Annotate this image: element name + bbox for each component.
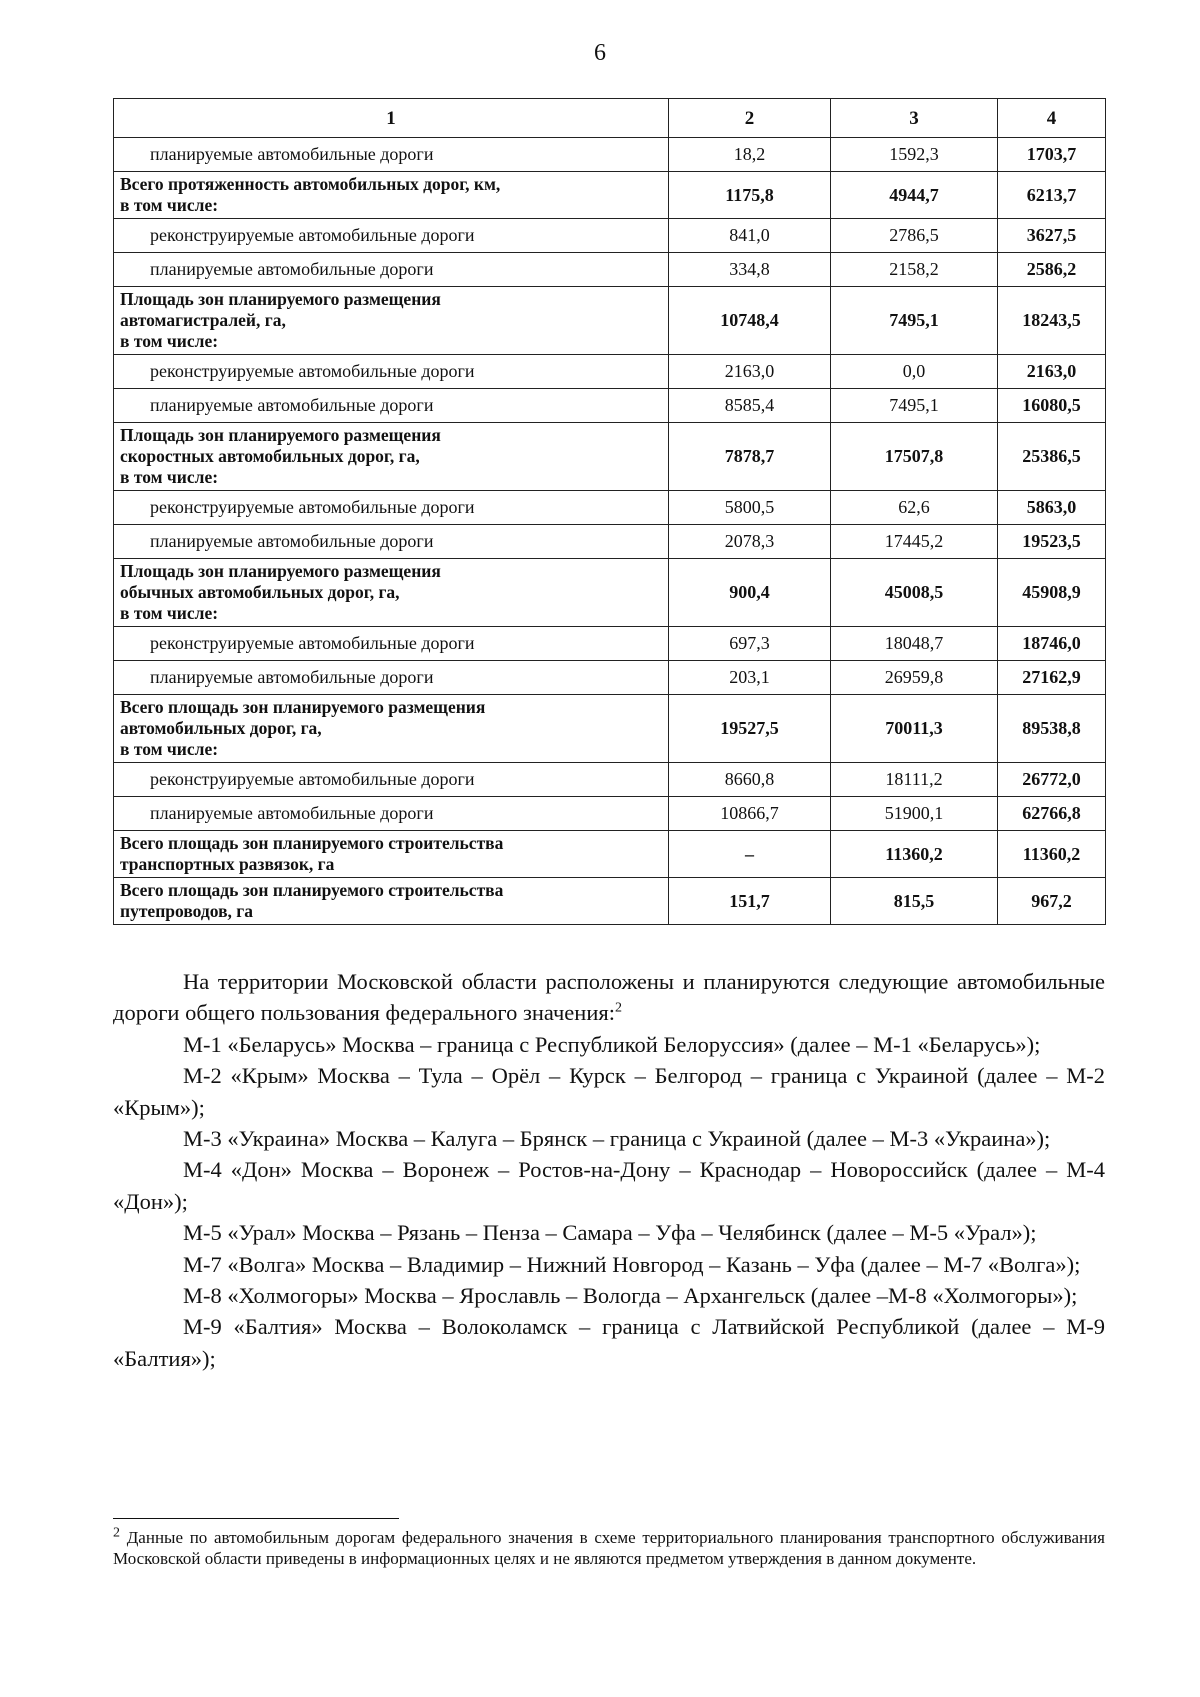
row-label: реконструируемые автомобильные дороги <box>114 763 669 797</box>
column-header: 3 <box>831 99 998 138</box>
cell-col4: 45908,9 <box>998 559 1106 627</box>
row-label: планируемые автомобильные дороги <box>114 138 669 172</box>
road-item: М-9 «Балтия» Москва – Волоколамск – граница с Латвийской Республикой (далее – М-9 «Балтия»); <box>113 1314 1105 1371</box>
cell-col4: 18243,5 <box>998 287 1106 355</box>
footnote-text: Данные по автомобильным дорогам федерального значения в схеме территориального планирования транспортного обслуживания Московской области приведены в информационных целях и не являются предметом утверждения в данном документе. <box>113 1528 1105 1568</box>
cell-col2: 8585,4 <box>669 389 831 423</box>
page-number: 6 <box>594 40 606 66</box>
cell-col3: 2158,2 <box>831 253 998 287</box>
cell-col3: 2786,5 <box>831 219 998 253</box>
road-item: М-2 «Крым» Москва – Тула – Орёл – Курск – Белгород – граница с Украиной (далее – М-2 «Крым»); <box>113 1063 1105 1120</box>
cell-col4: 26772,0 <box>998 763 1106 797</box>
cell-col2: 10866,7 <box>669 797 831 831</box>
row-label: планируемые автомобильные дороги <box>114 389 669 423</box>
road-item: М-5 «Урал» Москва – Рязань – Пенза – Самара – Уфа – Челябинск (далее – М-5 «Урал»); <box>183 1220 1037 1246</box>
row-label: реконструируемые автомобильные дороги <box>114 627 669 661</box>
cell-col3: 4944,7 <box>831 172 998 219</box>
cell-col4: 5863,0 <box>998 491 1106 525</box>
table-row <box>114 661 1106 695</box>
table-row <box>114 627 1106 661</box>
row-label: планируемые автомобильные дороги <box>114 525 669 559</box>
body-text <box>113 966 1105 1374</box>
cell-col2: 203,1 <box>669 661 831 695</box>
cell-col2: 2078,3 <box>669 525 831 559</box>
cell-col3: 17445,2 <box>831 525 998 559</box>
table-group-row <box>114 878 1106 925</box>
table-body <box>114 138 1106 925</box>
intro-paragraph <box>113 966 1105 1029</box>
table-group-row <box>114 423 1106 491</box>
footnote <box>113 1527 1105 1569</box>
cell-col3: 18048,7 <box>831 627 998 661</box>
cell-col2: 19527,5 <box>669 695 831 763</box>
table-group-row <box>114 559 1106 627</box>
table-row <box>114 763 1106 797</box>
cell-col2: 697,3 <box>669 627 831 661</box>
road-item: М-8 «Холмогоры» Москва – Ярославль – Вологда – Архангельск (далее –М-8 «Холмогоры»); <box>183 1283 1078 1309</box>
cell-col2: 841,0 <box>669 219 831 253</box>
cell-col4: 3627,5 <box>998 219 1106 253</box>
column-header: 1 <box>114 99 669 138</box>
table-group-row <box>114 287 1106 355</box>
cell-col3: 18111,2 <box>831 763 998 797</box>
row-label: Площадь зон планируемого размещения обычных автомобильных дорог, га, в том числе: <box>114 559 669 627</box>
cell-col3: 11360,2 <box>831 831 998 878</box>
column-header: 4 <box>998 99 1106 138</box>
cell-col3: 26959,8 <box>831 661 998 695</box>
cell-col3: 45008,5 <box>831 559 998 627</box>
row-label: реконструируемые автомобильные дороги <box>114 355 669 389</box>
row-label: планируемые автомобильные дороги <box>114 797 669 831</box>
table-row <box>114 491 1106 525</box>
cell-col2: 151,7 <box>669 878 831 925</box>
row-label: Всего протяженность автомобильных дорог, км, в том числе: <box>114 172 669 219</box>
road-item: М-7 «Волга» Москва – Владимир – Нижний Новгород – Казань – Уфа (далее – М-7 «Волга»); <box>183 1251 1081 1277</box>
cell-col2: 5800,5 <box>669 491 831 525</box>
footnote-marker: 2 <box>113 1525 120 1541</box>
cell-col4: 2163,0 <box>998 355 1106 389</box>
table-group-row <box>114 831 1106 878</box>
cell-col4: 2586,2 <box>998 253 1106 287</box>
cell-col4: 1703,7 <box>998 138 1106 172</box>
cell-col4: 18746,0 <box>998 627 1106 661</box>
cell-col2: 334,8 <box>669 253 831 287</box>
row-label: Площадь зон планируемого размещения автомагистралей, га, в том числе: <box>114 287 669 355</box>
row-label: планируемые автомобильные дороги <box>114 253 669 287</box>
table-group-row <box>114 172 1106 219</box>
row-label: реконструируемые автомобильные дороги <box>114 219 669 253</box>
cell-col2: 1175,8 <box>669 172 831 219</box>
data-table <box>113 98 1106 925</box>
cell-col4: 25386,5 <box>998 423 1106 491</box>
row-label: планируемые автомобильные дороги <box>114 661 669 695</box>
road-item: М-4 «Дон» Москва – Воронеж – Ростов-на-Дону – Краснодар – Новороссийск (далее – М-4 «Дон»); <box>113 1157 1105 1214</box>
cell-col3: 7495,1 <box>831 389 998 423</box>
cell-col4: 19523,5 <box>998 525 1106 559</box>
table-group-row <box>114 695 1106 763</box>
cell-col4: 967,2 <box>998 878 1106 925</box>
column-header: 2 <box>669 99 831 138</box>
road-item: М-1 «Беларусь» Москва – граница с Республикой Белоруссия» (далее – М-1 «Беларусь»); <box>183 1031 1041 1057</box>
table-row <box>114 138 1106 172</box>
cell-col2: 10748,4 <box>669 287 831 355</box>
cell-col2: 8660,8 <box>669 763 831 797</box>
footnote-ref: 2 <box>614 1000 622 1016</box>
footnote-divider <box>113 1518 399 1519</box>
cell-col3: 1592,3 <box>831 138 998 172</box>
row-label: Всего площадь зон планируемого строительства транспортных развязок, га <box>114 831 669 878</box>
cell-col2: 900,4 <box>669 559 831 627</box>
row-label: Площадь зон планируемого размещения скоростных автомобильных дорог, га, в том числе: <box>114 423 669 491</box>
cell-col3: 0,0 <box>831 355 998 389</box>
table-row <box>114 525 1106 559</box>
cell-col3: 17507,8 <box>831 423 998 491</box>
cell-col3: 7495,1 <box>831 287 998 355</box>
road-item: М-3 «Украина» Москва – Калуга – Брянск – граница с Украиной (далее – М-3 «Украина»); <box>183 1126 1051 1152</box>
table-row <box>114 355 1106 389</box>
cell-col2: – <box>669 831 831 878</box>
cell-col4: 11360,2 <box>998 831 1106 878</box>
table-row <box>114 219 1106 253</box>
cell-col4: 16080,5 <box>998 389 1106 423</box>
cell-col2: 2163,0 <box>669 355 831 389</box>
table-row <box>114 797 1106 831</box>
cell-col3: 815,5 <box>831 878 998 925</box>
cell-col4: 27162,9 <box>998 661 1106 695</box>
table-header-row <box>114 99 1106 138</box>
cell-col3: 70011,3 <box>831 695 998 763</box>
row-label: Всего площадь зон планируемого строительства путепроводов, га <box>114 878 669 925</box>
cell-col2: 18,2 <box>669 138 831 172</box>
cell-col3: 62,6 <box>831 491 998 525</box>
row-label: Всего площадь зон планируемого размещения автомобильных дорог, га, в том числе: <box>114 695 669 763</box>
intro-text: На территории Московской области расположены и планируются следующие автомобильные дороги общего пользования федерального значения: <box>113 969 1105 1026</box>
table-row <box>114 389 1106 423</box>
table-row <box>114 253 1106 287</box>
cell-col3: 51900,1 <box>831 797 998 831</box>
cell-col2: 7878,7 <box>669 423 831 491</box>
cell-col4: 89538,8 <box>998 695 1106 763</box>
cell-col4: 6213,7 <box>998 172 1106 219</box>
row-label: реконструируемые автомобильные дороги <box>114 491 669 525</box>
cell-col4: 62766,8 <box>998 797 1106 831</box>
